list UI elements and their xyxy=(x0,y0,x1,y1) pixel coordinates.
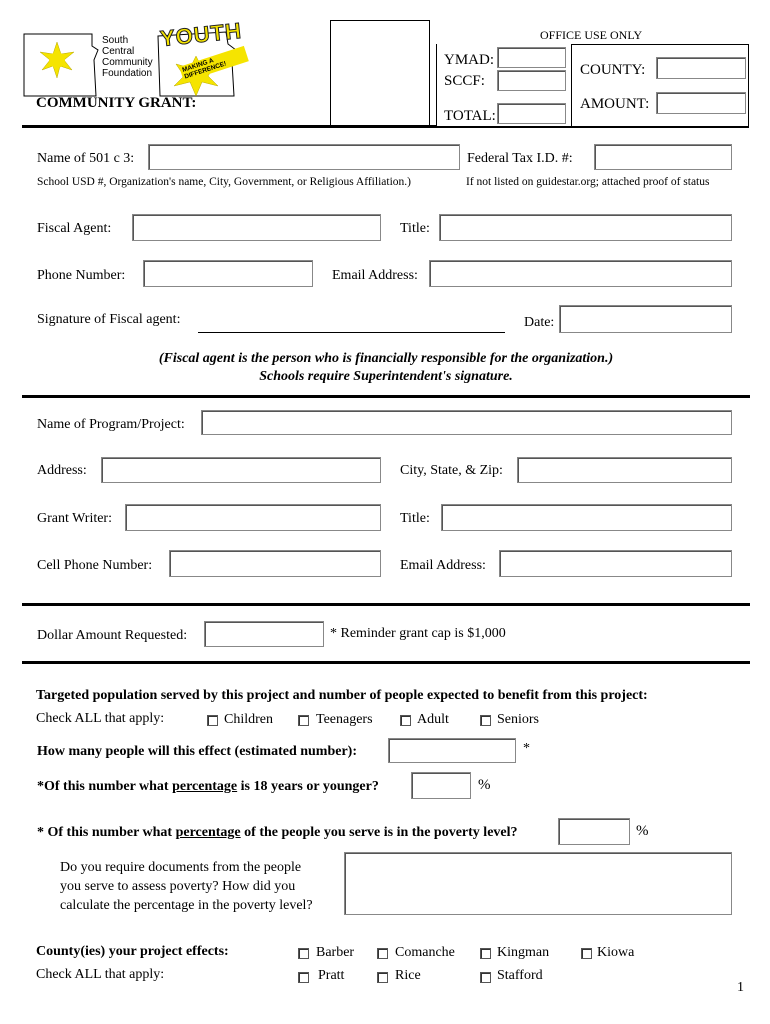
total-field[interactable] xyxy=(497,103,566,124)
youth-tagline: MAKING A DIFFERENCE! xyxy=(179,46,249,82)
fiscal-title-label: Title: xyxy=(400,221,430,236)
population-check-label: Check ALL that apply: xyxy=(36,711,165,726)
rice-label: Rice xyxy=(395,968,421,983)
grant-cap-reminder: * Reminder grant cap is $1,000 xyxy=(330,626,506,641)
org-name-field[interactable] xyxy=(148,144,460,170)
tax-id-hint: If not listed on guidestar.org; attached proof of status xyxy=(466,176,710,188)
rice-checkbox[interactable] xyxy=(377,972,388,983)
logo-line-2: Central xyxy=(102,46,135,57)
children-checkbox[interactable] xyxy=(207,715,218,726)
org-name-label: Name of 501 c 3: xyxy=(37,151,135,166)
date-label: Date: xyxy=(524,315,555,330)
fiscal-note-line-1: (Fiscal agent is the person who is financially responsible for the organization.) xyxy=(158,351,614,366)
kingman-label: Kingman xyxy=(497,945,550,960)
comanche-checkbox[interactable] xyxy=(377,948,388,959)
teenagers-checkbox[interactable] xyxy=(298,715,309,726)
how-many-field[interactable] xyxy=(388,738,516,763)
barber-checkbox[interactable] xyxy=(298,948,309,959)
adult-checkbox[interactable] xyxy=(400,715,411,726)
page-title: COMMUNITY GRANT: xyxy=(36,95,197,111)
kingman-checkbox[interactable] xyxy=(480,948,491,959)
poverty-text-a: * Of this number what xyxy=(37,825,176,840)
signature-line[interactable] xyxy=(198,332,505,333)
date-field[interactable] xyxy=(559,305,732,333)
county-label: COUNTY: xyxy=(580,62,646,78)
tax-id-field[interactable] xyxy=(594,144,732,170)
adult-label: Adult xyxy=(417,712,449,727)
population-heading: Targeted population served by this project and number of people expected to benefit from this project: xyxy=(36,688,648,703)
fiscal-agent-field[interactable] xyxy=(132,214,381,241)
fiscal-email-label: Email Address: xyxy=(332,268,418,283)
writer-title-label: Title: xyxy=(400,511,430,526)
seniors-checkbox[interactable] xyxy=(480,715,491,726)
youth-logo xyxy=(156,17,248,100)
pct-18-label xyxy=(37,779,379,795)
photo-placeholder xyxy=(330,20,430,128)
poverty-field[interactable] xyxy=(558,818,630,845)
fiscal-note-line-2: Schools require Superintendent's signature. xyxy=(259,369,513,384)
cell-phone-label: Cell Phone Number: xyxy=(37,558,153,573)
city-state-zip-field[interactable] xyxy=(517,457,732,483)
section-rule-3 xyxy=(22,661,750,664)
total-label: TOTAL: xyxy=(444,108,496,124)
program-name-label: Name of Program/Project: xyxy=(37,417,185,432)
fiscal-agent-note xyxy=(22,350,750,386)
logo-line-1: South xyxy=(102,35,129,46)
fiscal-title-field[interactable] xyxy=(439,214,732,241)
cell-phone-field[interactable] xyxy=(169,550,381,577)
teenagers-label: Teenagers xyxy=(316,712,373,727)
section-rule-2 xyxy=(22,603,750,606)
tax-id-label: Federal Tax I.D. #: xyxy=(467,151,573,166)
sccf-logo xyxy=(22,28,157,98)
seniors-label: Seniors xyxy=(497,712,539,727)
writer-email-field[interactable] xyxy=(499,550,732,577)
address-field[interactable] xyxy=(101,457,381,483)
section-rule-1 xyxy=(22,395,750,398)
barber-label: Barber xyxy=(316,945,355,960)
amount-field[interactable] xyxy=(656,92,746,114)
office-use-header: OFFICE USE ONLY xyxy=(540,28,643,42)
dollar-amount-field[interactable] xyxy=(204,621,324,647)
how-many-label: How many people will this effect (estimated number): xyxy=(37,744,358,759)
pratt-checkbox[interactable] xyxy=(298,972,309,983)
kiowa-label: Kiowa xyxy=(597,945,635,960)
ymad-field[interactable] xyxy=(497,47,566,68)
program-name-field[interactable] xyxy=(201,410,732,435)
stafford-checkbox[interactable] xyxy=(480,972,491,983)
stafford-label: Stafford xyxy=(497,968,543,983)
counties-label: County(ies) your project effects: xyxy=(36,944,229,959)
pct-18-text-u: percentage xyxy=(172,779,238,794)
title-rule xyxy=(22,125,436,128)
children-label: Children xyxy=(224,712,273,727)
docs-question xyxy=(60,858,313,915)
pct-18-field[interactable] xyxy=(411,772,471,799)
fiscal-email-field[interactable] xyxy=(429,260,732,287)
logo-line-3: Community xyxy=(102,57,153,68)
docs-question-line-2: you serve to assess poverty? How did you xyxy=(60,879,296,894)
logo-line-4: Foundation xyxy=(102,68,153,79)
pratt-label: Pratt xyxy=(318,968,345,983)
docs-question-line-3: calculate the percentage in the poverty level? xyxy=(60,898,313,913)
writer-email-label: Email Address: xyxy=(400,558,486,573)
grant-writer-label: Grant Writer: xyxy=(37,511,112,526)
kiowa-checkbox[interactable] xyxy=(581,948,592,959)
sccf-field[interactable] xyxy=(497,70,566,91)
fiscal-agent-label: Fiscal Agent: xyxy=(37,221,112,236)
poverty-percent-sign: % xyxy=(636,823,649,839)
sccf-label: SCCF: xyxy=(444,73,485,89)
docs-answer-field[interactable] xyxy=(344,852,732,915)
city-state-zip-label: City, State, & Zip: xyxy=(400,463,503,478)
page-number: 1 xyxy=(737,980,744,995)
how-many-asterisk: * xyxy=(523,741,530,756)
comanche-label: Comanche xyxy=(395,945,455,960)
dollar-amount-label: Dollar Amount Requested: xyxy=(37,628,188,643)
phone-field[interactable] xyxy=(143,260,313,287)
county-field[interactable] xyxy=(656,57,746,79)
writer-title-field[interactable] xyxy=(441,504,732,531)
poverty-label xyxy=(37,825,518,841)
signature-label: Signature of Fiscal agent: xyxy=(37,312,181,327)
phone-label: Phone Number: xyxy=(37,268,126,283)
pct-18-text-a: *Of this number what xyxy=(37,779,173,794)
amount-label: AMOUNT: xyxy=(580,96,650,112)
grant-writer-field[interactable] xyxy=(125,504,381,531)
docs-question-line-1: Do you require documents from the people xyxy=(60,860,302,875)
youth-wordmark: YOUTH xyxy=(158,17,244,52)
ymad-label: YMAD: xyxy=(444,52,495,68)
org-name-hint: School USD #, Organization's name, City, Government, or Religious Affiliation.) xyxy=(37,176,411,188)
address-label: Address: xyxy=(37,463,87,478)
pct-18-percent-sign: % xyxy=(478,777,491,793)
counties-check-label: Check ALL that apply: xyxy=(36,967,165,982)
poverty-text-u: percentage xyxy=(175,825,241,840)
pct-18-text-b: is 18 years or younger? xyxy=(237,779,379,794)
poverty-text-b: of the people you serve is in the poverty level? xyxy=(240,825,518,840)
